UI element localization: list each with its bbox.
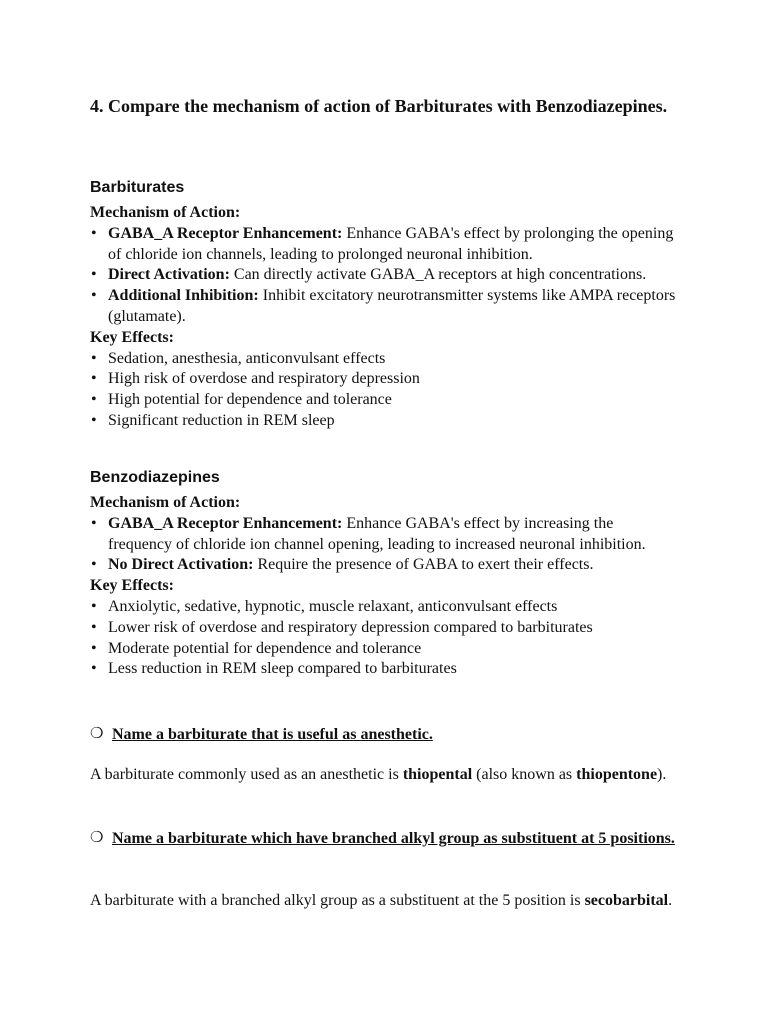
answer-branched-alkyl: A barbiturate with a branched alkyl group as a substituent at the 5 position is secobarbital.: [90, 892, 673, 909]
list-item: • GABA_A Receptor Enhancement: Enhance GABA's effect by increasing the frequency of chloride ion channel opening, leading to increased neuronal inhibition.: [90, 514, 678, 556]
question-text: Name a barbiturate that is useful as anesthetic.: [112, 726, 433, 743]
list-item: • Additional Inhibition: Inhibit excitatory neurotransmitter systems like AMPA receptors (glutamate).: [90, 286, 678, 328]
question-branched-alkyl: [90, 828, 678, 849]
barbiturates-effects-label: Key Effects:: [90, 328, 174, 346]
answer-anesthetic: A barbiturate commonly used as an anesthetic is thiopental (also known as thiopentone).: [90, 766, 667, 783]
question-text: Name a barbiturate which have branched alkyl group as substituent at 5 positions.: [112, 830, 675, 847]
list-item: • Moderate potential for dependence and tolerance: [90, 639, 678, 660]
benzodiazepines-effects-label: Key Effects:: [90, 577, 174, 595]
benzodiazepines-moa-list: [90, 514, 678, 576]
list-item: • High risk of overdose and respiratory depression: [90, 369, 678, 390]
circle-bullet-icon: ❍: [90, 726, 104, 742]
circle-bullet-icon: ❍: [90, 830, 104, 846]
barbiturates-moa-label: Mechanism of Action:: [90, 204, 241, 221]
benzodiazepines-moa-label: Mechanism of Action:: [90, 494, 241, 511]
list-item: • Anxiolytic, sedative, hypnotic, muscle relaxant, anticonvulsant effects: [90, 597, 678, 618]
list-item: • No Direct Activation: Require the presence of GABA to exert their effects.: [90, 555, 678, 576]
list-item: • Significant reduction in REM sleep: [90, 411, 678, 432]
barbiturates-heading: Barbiturates: [90, 179, 185, 196]
list-item: • Direct Activation: Can directly activate GABA_A receptors at high concentrations.: [90, 265, 678, 286]
benzodiazepines-heading: Benzodiazepines: [90, 469, 220, 486]
list-item: • GABA_A Receptor Enhancement: Enhance GABA's effect by prolonging the opening of chloride ion channels, leading to prolonged neuronal inhibition.: [90, 224, 678, 266]
list-item: • High potential for dependence and tolerance: [90, 390, 678, 411]
list-item: • Sedation, anesthesia, anticonvulsant effects: [90, 349, 678, 370]
question-anesthetic: [90, 724, 678, 745]
list-item: • Lower risk of overdose and respiratory depression compared to barbiturates: [90, 618, 678, 639]
benzodiazepines-effects-list: [90, 597, 678, 680]
barbiturates-effects-list: [90, 349, 678, 432]
benzodiazepines-section: [90, 493, 678, 680]
list-item: • Less reduction in REM sleep compared to barbiturates: [90, 659, 678, 680]
barbiturates-moa-list: [90, 224, 678, 328]
page-title: 4. Compare the mechanism of action of Barbiturates with Benzodiazepines.: [90, 96, 668, 116]
barbiturates-section: [90, 203, 678, 432]
